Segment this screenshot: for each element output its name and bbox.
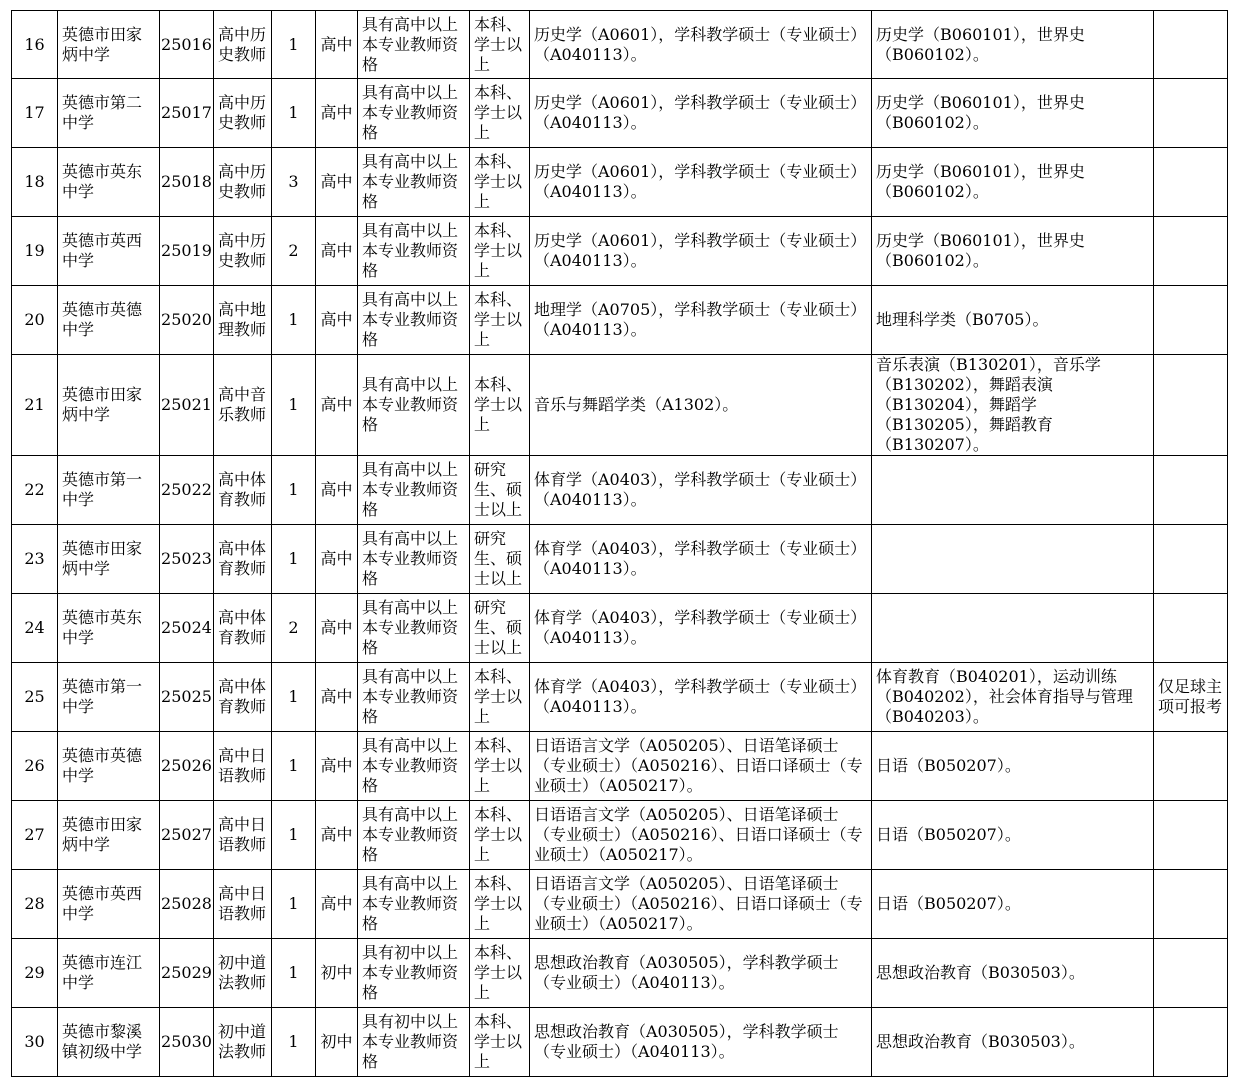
qualification-requirement-cell: 具有高中以上本专业教师资格 — [358, 594, 470, 663]
qualification-requirement-cell: 具有高中以上本专业教师资格 — [358, 870, 470, 939]
position-code-cell: 25017 — [160, 79, 214, 148]
position-name-cell: 高中日语教师 — [214, 870, 272, 939]
teaching-level-cell: 高中 — [316, 732, 358, 801]
education-requirement-cell: 本科、学士以上 — [470, 355, 530, 456]
hire-count-cell: 1 — [272, 11, 316, 79]
graduate-major-cell: 历史学（A0601），学科教学硕士（专业硕士）（A040113）。 — [530, 148, 872, 217]
remarks-cell — [1154, 525, 1228, 594]
employer-unit-cell: 英德市田家炳中学 — [58, 355, 160, 456]
qualification-requirement-cell: 具有高中以上本专业教师资格 — [358, 286, 470, 355]
graduate-major-cell: 思想政治教育（A030505），学科教学硕士（专业硕士）（A040113）。 — [530, 1008, 872, 1077]
remarks-cell: 仅足球主项可报考 — [1154, 663, 1228, 732]
graduate-major-cell: 日语语言文学（A050205）、日语笔译硕士（专业硕士）（A050216）、日语口译硕士（专业硕士）（A050217）。 — [530, 870, 872, 939]
education-requirement-cell: 本科、学士以上 — [470, 801, 530, 870]
employer-unit-cell: 英德市第一中学 — [58, 663, 160, 732]
table-row — [12, 79, 1228, 148]
position-code-cell: 25025 — [160, 663, 214, 732]
remarks-cell — [1154, 286, 1228, 355]
undergraduate-major-cell: 历史学（B060101），世界史（B060102）。 — [872, 217, 1154, 286]
row-number-cell: 24 — [12, 594, 58, 663]
hire-count-cell: 1 — [272, 939, 316, 1008]
graduate-major-cell: 历史学（A0601），学科教学硕士（专业硕士）（A040113）。 — [530, 11, 872, 79]
remarks-cell — [1154, 148, 1228, 217]
position-code-cell: 25028 — [160, 870, 214, 939]
teaching-level-cell: 初中 — [316, 1008, 358, 1077]
education-requirement-cell: 本科、学士以上 — [470, 79, 530, 148]
graduate-major-cell: 思想政治教育（A030505），学科教学硕士（专业硕士）（A040113）。 — [530, 939, 872, 1008]
graduate-major-cell: 音乐与舞蹈学类（A1302）。 — [530, 355, 872, 456]
remarks-cell — [1154, 79, 1228, 148]
table-row — [12, 870, 1228, 939]
table-row — [12, 594, 1228, 663]
graduate-major-cell: 历史学（A0601），学科教学硕士（专业硕士）（A040113）。 — [530, 79, 872, 148]
remarks-cell — [1154, 456, 1228, 525]
position-name-cell: 高中体育教师 — [214, 456, 272, 525]
position-code-cell: 25026 — [160, 732, 214, 801]
position-code-cell: 25027 — [160, 801, 214, 870]
teaching-level-cell: 高中 — [316, 870, 358, 939]
qualification-requirement-cell: 具有初中以上本专业教师资格 — [358, 1008, 470, 1077]
employer-unit-cell: 英德市英德中学 — [58, 286, 160, 355]
teaching-level-cell: 高中 — [316, 79, 358, 148]
qualification-requirement-cell: 具有高中以上本专业教师资格 — [358, 525, 470, 594]
position-name-cell: 高中历史教师 — [214, 217, 272, 286]
teaching-level-cell: 高中 — [316, 148, 358, 217]
education-requirement-cell: 本科、学士以上 — [470, 663, 530, 732]
remarks-cell — [1154, 870, 1228, 939]
position-name-cell: 高中日语教师 — [214, 732, 272, 801]
qualification-requirement-cell: 具有高中以上本专业教师资格 — [358, 148, 470, 217]
position-name-cell: 高中历史教师 — [214, 79, 272, 148]
row-number-cell: 19 — [12, 217, 58, 286]
undergraduate-major-cell: 思想政治教育（B030503）。 — [872, 1008, 1154, 1077]
graduate-major-cell: 地理学（A0705），学科教学硕士（专业硕士）（A040113）。 — [530, 286, 872, 355]
employer-unit-cell: 英德市英西中学 — [58, 217, 160, 286]
table-row — [12, 732, 1228, 801]
education-requirement-cell: 本科、学士以上 — [470, 870, 530, 939]
qualification-requirement-cell: 具有高中以上本专业教师资格 — [358, 355, 470, 456]
position-code-cell: 25021 — [160, 355, 214, 456]
undergraduate-major-cell — [872, 525, 1154, 594]
position-code-cell: 25023 — [160, 525, 214, 594]
position-name-cell: 初中道法教师 — [214, 1008, 272, 1077]
row-number-cell: 17 — [12, 79, 58, 148]
row-number-cell: 29 — [12, 939, 58, 1008]
remarks-cell — [1154, 355, 1228, 456]
position-name-cell: 高中历史教师 — [214, 11, 272, 79]
position-name-cell: 高中日语教师 — [214, 801, 272, 870]
undergraduate-major-cell: 地理科学类（B0705）。 — [872, 286, 1154, 355]
employer-unit-cell: 英德市英东中学 — [58, 594, 160, 663]
table-row — [12, 939, 1228, 1008]
row-number-cell: 22 — [12, 456, 58, 525]
position-code-cell: 25018 — [160, 148, 214, 217]
graduate-major-cell: 历史学（A0601），学科教学硕士（专业硕士）（A040113）。 — [530, 217, 872, 286]
employer-unit-cell: 英德市英德中学 — [58, 732, 160, 801]
position-code-cell: 25022 — [160, 456, 214, 525]
employer-unit-cell: 英德市英东中学 — [58, 148, 160, 217]
employer-unit-cell: 英德市田家炳中学 — [58, 801, 160, 870]
teaching-level-cell: 高中 — [316, 286, 358, 355]
row-number-cell: 20 — [12, 286, 58, 355]
graduate-major-cell: 日语语言文学（A050205）、日语笔译硕士（专业硕士）（A050216）、日语口译硕士（专业硕士）（A050217）。 — [530, 801, 872, 870]
row-number-cell: 21 — [12, 355, 58, 456]
row-number-cell: 16 — [12, 11, 58, 79]
recruitment-table — [11, 10, 1228, 1077]
hire-count-cell: 1 — [272, 286, 316, 355]
row-number-cell: 23 — [12, 525, 58, 594]
graduate-major-cell: 体育学（A0403），学科教学硕士（专业硕士）（A040113）。 — [530, 456, 872, 525]
employer-unit-cell: 英德市连江中学 — [58, 939, 160, 1008]
remarks-cell — [1154, 732, 1228, 801]
education-requirement-cell: 本科、学士以上 — [470, 1008, 530, 1077]
position-name-cell: 高中体育教师 — [214, 663, 272, 732]
table-row — [12, 1008, 1228, 1077]
undergraduate-major-cell: 思想政治教育（B030503）。 — [872, 939, 1154, 1008]
teaching-level-cell: 高中 — [316, 801, 358, 870]
row-number-cell: 27 — [12, 801, 58, 870]
qualification-requirement-cell: 具有高中以上本专业教师资格 — [358, 456, 470, 525]
qualification-requirement-cell: 具有高中以上本专业教师资格 — [358, 801, 470, 870]
hire-count-cell: 1 — [272, 79, 316, 148]
education-requirement-cell: 研究生、硕士以上 — [470, 525, 530, 594]
education-requirement-cell: 研究生、硕士以上 — [470, 456, 530, 525]
undergraduate-major-cell: 音乐表演（B130201），音乐学（B130202），舞蹈表演（B130204），舞蹈学（B130205），舞蹈教育（B130207）。 — [872, 355, 1154, 456]
graduate-major-cell: 体育学（A0403），学科教学硕士（专业硕士）（A040113）。 — [530, 525, 872, 594]
teaching-level-cell: 高中 — [316, 525, 358, 594]
table-row — [12, 286, 1228, 355]
hire-count-cell: 1 — [272, 456, 316, 525]
undergraduate-major-cell: 历史学（B060101），世界史（B060102）。 — [872, 79, 1154, 148]
hire-count-cell: 2 — [272, 217, 316, 286]
undergraduate-major-cell: 体育教育（B040201），运动训练（B040202），社会体育指导与管理（B040203）。 — [872, 663, 1154, 732]
employer-unit-cell: 英德市田家炳中学 — [58, 525, 160, 594]
teaching-level-cell: 高中 — [316, 355, 358, 456]
table-row — [12, 148, 1228, 217]
remarks-cell — [1154, 594, 1228, 663]
table-row — [12, 525, 1228, 594]
undergraduate-major-cell — [872, 594, 1154, 663]
row-number-cell: 26 — [12, 732, 58, 801]
education-requirement-cell: 本科、学士以上 — [470, 732, 530, 801]
table-row — [12, 355, 1228, 456]
qualification-requirement-cell: 具有高中以上本专业教师资格 — [358, 11, 470, 79]
education-requirement-cell: 本科、学士以上 — [470, 148, 530, 217]
remarks-cell — [1154, 11, 1228, 79]
table-row — [12, 11, 1228, 79]
employer-unit-cell: 英德市黎溪镇初级中学 — [58, 1008, 160, 1077]
position-name-cell: 高中体育教师 — [214, 525, 272, 594]
row-number-cell: 30 — [12, 1008, 58, 1077]
teaching-level-cell: 高中 — [316, 663, 358, 732]
table-row — [12, 456, 1228, 525]
row-number-cell: 25 — [12, 663, 58, 732]
graduate-major-cell: 体育学（A0403），学科教学硕士（专业硕士）（A040113）。 — [530, 663, 872, 732]
education-requirement-cell: 本科、学士以上 — [470, 286, 530, 355]
position-name-cell: 高中历史教师 — [214, 148, 272, 217]
position-name-cell: 高中音乐教师 — [214, 355, 272, 456]
position-code-cell: 25020 — [160, 286, 214, 355]
qualification-requirement-cell: 具有高中以上本专业教师资格 — [358, 217, 470, 286]
education-requirement-cell: 本科、学士以上 — [470, 217, 530, 286]
teaching-level-cell: 高中 — [316, 217, 358, 286]
hire-count-cell: 1 — [272, 732, 316, 801]
table-row — [12, 801, 1228, 870]
undergraduate-major-cell: 历史学（B060101），世界史（B060102）。 — [872, 148, 1154, 217]
education-requirement-cell: 本科、学士以上 — [470, 939, 530, 1008]
row-number-cell: 28 — [12, 870, 58, 939]
table-row — [12, 217, 1228, 286]
remarks-cell — [1154, 939, 1228, 1008]
undergraduate-major-cell: 日语（B050207）。 — [872, 732, 1154, 801]
hire-count-cell: 3 — [272, 148, 316, 217]
table-body — [12, 11, 1228, 1077]
graduate-major-cell: 体育学（A0403），学科教学硕士（专业硕士）（A040113）。 — [530, 594, 872, 663]
undergraduate-major-cell — [872, 456, 1154, 525]
qualification-requirement-cell: 具有高中以上本专业教师资格 — [358, 79, 470, 148]
hire-count-cell: 1 — [272, 355, 316, 456]
position-code-cell: 25016 — [160, 11, 214, 79]
qualification-requirement-cell: 具有高中以上本专业教师资格 — [358, 663, 470, 732]
undergraduate-major-cell: 日语（B050207）。 — [872, 870, 1154, 939]
undergraduate-major-cell: 历史学（B060101），世界史（B060102）。 — [872, 11, 1154, 79]
hire-count-cell: 1 — [272, 870, 316, 939]
teaching-level-cell: 高中 — [316, 594, 358, 663]
graduate-major-cell: 日语语言文学（A050205）、日语笔译硕士（专业硕士）（A050216）、日语口译硕士（专业硕士）（A050217）。 — [530, 732, 872, 801]
position-code-cell: 25019 — [160, 217, 214, 286]
position-code-cell: 25029 — [160, 939, 214, 1008]
remarks-cell — [1154, 217, 1228, 286]
employer-unit-cell: 英德市第一中学 — [58, 456, 160, 525]
remarks-cell — [1154, 1008, 1228, 1077]
position-code-cell: 25024 — [160, 594, 214, 663]
hire-count-cell: 1 — [272, 1008, 316, 1077]
row-number-cell: 18 — [12, 148, 58, 217]
remarks-cell — [1154, 801, 1228, 870]
employer-unit-cell: 英德市英西中学 — [58, 870, 160, 939]
teaching-level-cell: 高中 — [316, 456, 358, 525]
teaching-level-cell: 初中 — [316, 939, 358, 1008]
position-code-cell: 25030 — [160, 1008, 214, 1077]
hire-count-cell: 1 — [272, 801, 316, 870]
hire-count-cell: 2 — [272, 594, 316, 663]
education-requirement-cell: 研究生、硕士以上 — [470, 594, 530, 663]
qualification-requirement-cell: 具有高中以上本专业教师资格 — [358, 732, 470, 801]
employer-unit-cell: 英德市第二中学 — [58, 79, 160, 148]
hire-count-cell: 1 — [272, 663, 316, 732]
undergraduate-major-cell: 日语（B050207）。 — [872, 801, 1154, 870]
employer-unit-cell: 英德市田家炳中学 — [58, 11, 160, 79]
hire-count-cell: 1 — [272, 525, 316, 594]
position-name-cell: 高中地理教师 — [214, 286, 272, 355]
position-name-cell: 高中体育教师 — [214, 594, 272, 663]
teaching-level-cell: 高中 — [316, 11, 358, 79]
qualification-requirement-cell: 具有初中以上本专业教师资格 — [358, 939, 470, 1008]
table-row — [12, 663, 1228, 732]
position-name-cell: 初中道法教师 — [214, 939, 272, 1008]
education-requirement-cell: 本科、学士以上 — [470, 11, 530, 79]
